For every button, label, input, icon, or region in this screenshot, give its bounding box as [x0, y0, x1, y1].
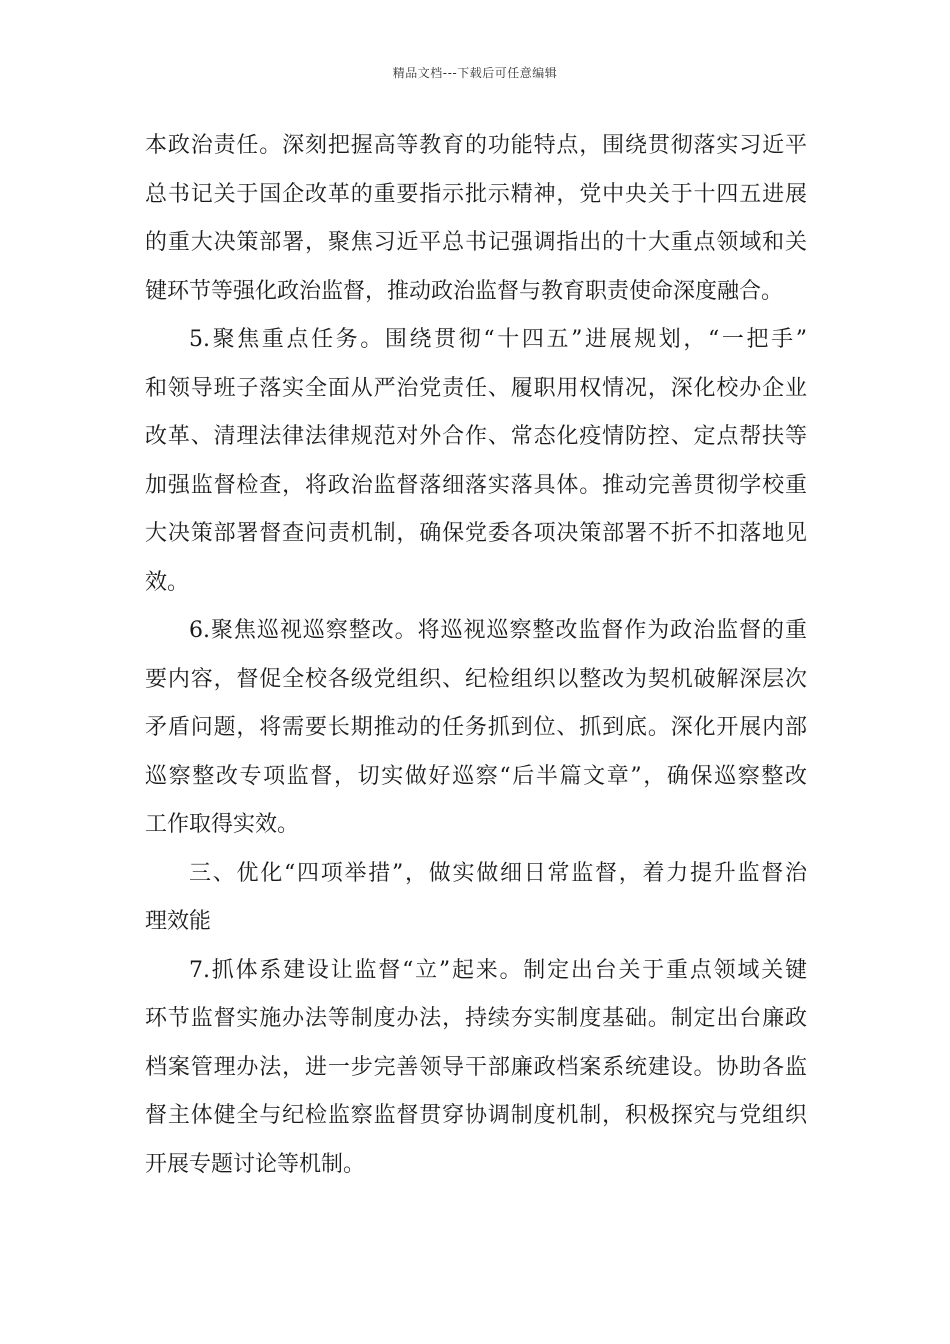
text-line: 要内容，督促全校各级党组织、纪检组织以整改为契机破解深层次 [145, 666, 807, 692]
text-line: 大决策部署督查问责机制，确保党委各项决策部署不折不扣落地见 [145, 521, 807, 546]
text-line: 键环节等强化政治监督，推动政治监督与教育职责使命深度融合。 [145, 278, 784, 304]
page-header: 精品文档---下载后可任意编辑 [392, 66, 558, 80]
text-line: 效。 [145, 569, 190, 595]
text-line: 和领导班子落实全面从严治党责任、履职用权情况，深化校办企业 [145, 375, 807, 401]
document-body [145, 128, 807, 1195]
paragraph-6-first-line: 6.聚焦巡视巡察整改。将巡视巡察整改监督作为政治监督的重 [189, 618, 807, 643]
text-line: 的重大决策部署，聚焦习近平总书记强调指出的十大重点领域和关 [145, 230, 807, 255]
text-line: 总书记关于国企改革的重要指示批示精神，党中央关于十四五进展 [145, 181, 807, 207]
text-line: 督主体健全与纪检监察监督贯穿协调制度机制，积极探究与党组织 [145, 1103, 807, 1128]
text-line: 加强监督检查，将政治监督落细落实落具体。推动完善贯彻学校重 [145, 472, 807, 498]
section-heading-first-line: 三、优化“四项举措”，做实做细日常监督，着力提升监督治 [189, 860, 807, 886]
text-line: 开展专题讨论等机制。 [145, 1151, 366, 1177]
text-line: 巡察整改专项监督，切实做好巡察“后半篇文章”，确保巡察整改 [145, 763, 807, 789]
text-line: 工作取得实效。 [145, 812, 300, 837]
text-line: 改革、清理法律法律规范对外合作、常态化疫情防控、定点帮扶等 [145, 424, 807, 449]
text-line: 档案管理办法，进一步完善领导干部廉政档案系统建设。协助各监 [145, 1054, 807, 1080]
text-line: 矛盾问题，将需要长期推动的任务抓到位、抓到底。深化开展内部 [145, 715, 807, 740]
paragraph-7-first-line: 7.抓体系建设让监督“立”起来。制定出台关于重点领域关键 [189, 957, 807, 983]
text-line: 环节监督实施办法等制度办法，持续夯实制度基础。制定出台廉政 [145, 1006, 807, 1031]
section-heading-second-line: 理效能 [145, 909, 212, 934]
text-line: 本政治责任。深刻把握高等教育的功能特点，围绕贯彻落实习近平 [145, 133, 807, 158]
paragraph-5-first-line: 5.聚焦重点任务。围绕贯彻“十四五”进展规划，“一把手” [189, 327, 807, 352]
